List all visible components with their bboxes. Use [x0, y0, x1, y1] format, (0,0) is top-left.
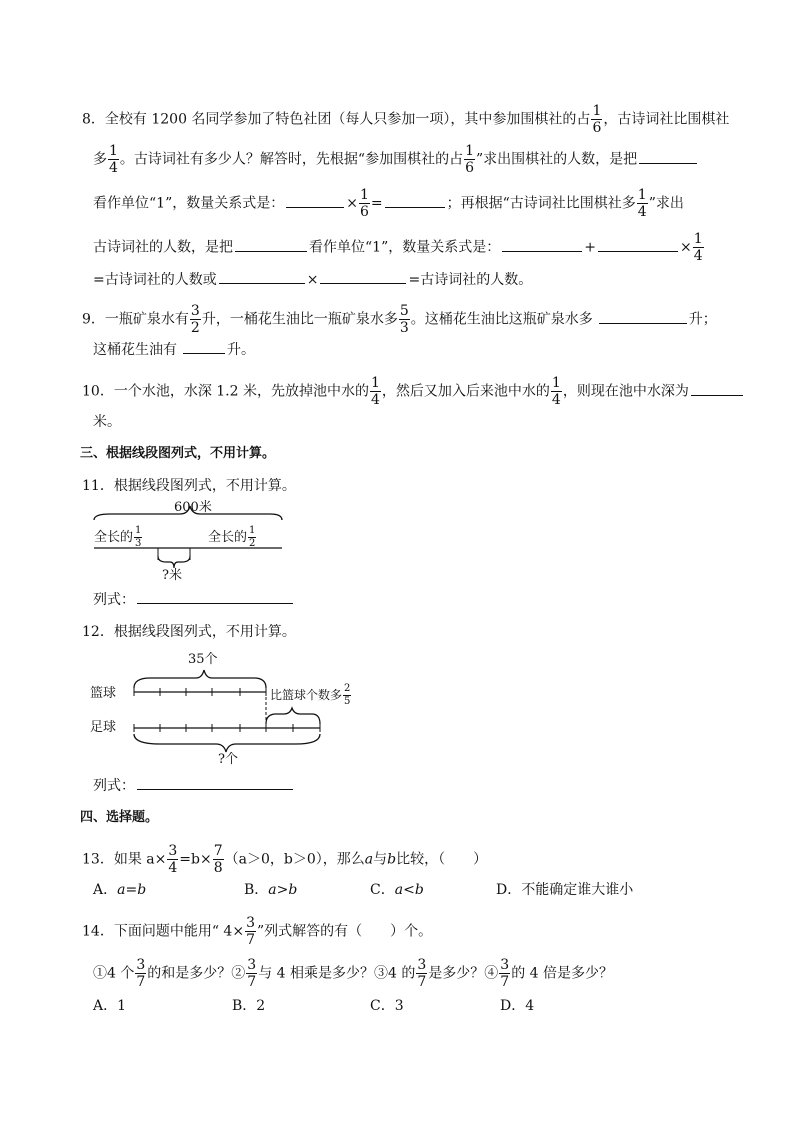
option-text: b [414, 882, 424, 898]
section-heading: 三、根据线段图列式，不用计算。 [80, 446, 276, 461]
denominator: 7 [500, 974, 510, 990]
q11-right-label [208, 526, 257, 549]
fraction [359, 188, 370, 219]
option-letter: A． [93, 882, 118, 898]
q8-text: + [584, 239, 596, 256]
answer-blank[interactable] [137, 788, 293, 790]
q8-text: 古诗词社的人数，是把 [93, 239, 233, 256]
q14-option-d[interactable]: D．4 [500, 998, 535, 1014]
right-label-text: 全长的 [208, 530, 248, 545]
q8-text: ”求出 [648, 195, 684, 212]
q13-option-b[interactable] [244, 880, 297, 900]
answer-blank[interactable] [137, 602, 293, 604]
q10-line1 [82, 376, 745, 407]
q14-item-text: 的 4 倍是多少？ [511, 965, 614, 982]
fraction [108, 144, 119, 175]
q8-line3 [93, 188, 684, 219]
fraction [551, 376, 562, 407]
numerator: 1 [109, 143, 118, 159]
q11-title: 11．根据线段图列式，不用计算。 [82, 478, 296, 494]
q8-text: =古诗词社的人数或 [93, 272, 217, 288]
q12-basketball-label: 篮球 [90, 686, 117, 701]
fraction [167, 844, 178, 875]
answer-blank[interactable] [286, 206, 344, 208]
q8-text: 看作单位“1”，数量关系式是： [93, 195, 285, 212]
option-letter: C． [370, 882, 395, 898]
section-heading: 四、选择题。 [80, 810, 159, 825]
fraction [464, 144, 475, 175]
numerator: 3 [247, 957, 257, 973]
q14-item-text: 与 4 相乘是多少？ [258, 965, 375, 982]
numerator: 1 [592, 103, 602, 119]
option-text: = [125, 882, 138, 898]
q9-line2 [93, 340, 255, 360]
answer-blank[interactable] [691, 394, 743, 396]
answer-blank[interactable] [599, 322, 687, 324]
denominator: 7 [417, 974, 427, 990]
q14-item-text: 是多少？ [428, 965, 485, 982]
q14-text: 14．下面问题中能用“ 4× [82, 923, 245, 940]
q10-line2 [93, 412, 121, 432]
fraction [134, 526, 142, 549]
denominator: 4 [637, 204, 647, 220]
q13-option-d[interactable]: D．不能确定谁大谁小 [496, 882, 634, 898]
fraction [245, 916, 256, 947]
q13-text: （a＞0，b＞0），那么 [224, 851, 365, 868]
option-text: a [268, 882, 277, 898]
q13-text: 13．如果 a× [82, 851, 167, 868]
q14-option-a[interactable]: A．1 [93, 998, 127, 1014]
q12-line-diagram [90, 648, 380, 770]
fraction [399, 304, 410, 335]
q12-count-label: 35个 [188, 652, 218, 667]
fraction [135, 958, 146, 989]
answer-label: 列式： [93, 778, 135, 794]
q8-text: × [679, 239, 692, 256]
fraction [416, 958, 427, 989]
numerator: 3 [136, 957, 146, 973]
q14-option-c[interactable]: C．3 [370, 998, 404, 1014]
numerator: 3 [500, 957, 510, 973]
denominator: 3 [135, 538, 142, 549]
q11-line-diagram [90, 500, 286, 584]
q8-text: =古诗词社的人数。 [408, 272, 533, 288]
answer-blank[interactable] [183, 352, 225, 354]
q13-text: 比较，（ ） [396, 851, 488, 868]
numerator: 5 [399, 303, 409, 319]
q12-title: 12．根据线段图列式，不用计算。 [82, 624, 296, 640]
q9-text: 升。 [227, 342, 255, 358]
denominator: 7 [136, 974, 146, 990]
option-text: b [288, 882, 298, 898]
denominator: 2 [190, 320, 200, 336]
q13-text: a [364, 851, 374, 868]
numerator: 1 [249, 525, 256, 536]
fraction [246, 958, 257, 989]
denominator: 4 [693, 248, 703, 264]
q13-option-a[interactable] [93, 880, 146, 900]
q8-line5 [93, 270, 532, 290]
numerator: 1 [135, 525, 142, 536]
option-text: a [394, 882, 404, 898]
answer-blank[interactable] [235, 250, 307, 252]
q14-item-text: ② [231, 965, 246, 982]
more-label-text: 比篮球个数多 [270, 688, 343, 702]
q9-text: 升，一桶花生油比一瓶矿泉水多 [201, 311, 398, 328]
option-text: a [117, 882, 126, 898]
numerator: 3 [190, 303, 200, 319]
fraction [248, 526, 256, 549]
q9-text: 升； [688, 311, 717, 328]
denominator: 3 [399, 320, 409, 336]
answer-blank[interactable] [639, 162, 697, 164]
fraction [499, 958, 510, 989]
q13-stem [82, 844, 487, 875]
q8-line4 [93, 232, 705, 263]
q9-text: 9．一瓶矿泉水有 [82, 311, 189, 328]
q8-text: 看作单位“1”，数量关系式是： [309, 239, 501, 256]
q14-item-text: ①4 个 [93, 965, 135, 982]
denominator: 4 [168, 860, 178, 876]
q10-text: ，则现在池中水深为 [562, 383, 689, 400]
more-brace [266, 708, 320, 724]
numerator: 1 [370, 375, 380, 391]
q8-text: 多 [93, 151, 107, 168]
q8-text: 。古诗词社有多少人？解答时，先根据“参加围棋社的占 [119, 151, 464, 168]
fraction [190, 304, 201, 335]
fraction [693, 232, 704, 263]
denominator: 4 [370, 392, 380, 408]
q13-text: 与 [373, 851, 388, 868]
q11-left-label [94, 526, 143, 549]
denominator: 7 [247, 974, 257, 990]
numerator: 7 [213, 843, 223, 859]
q10-text: ，然后又加入后来池中水的 [381, 383, 550, 400]
left-label-text: 全长的 [94, 530, 134, 545]
numerator: 3 [168, 843, 178, 859]
denominator: 4 [551, 392, 561, 408]
q8-text: ，古诗词社比围棋社 [603, 111, 730, 128]
denominator: 5 [344, 696, 351, 707]
numerator: 3 [246, 915, 255, 931]
fraction [343, 684, 351, 707]
q12-football-label: 足球 [90, 720, 117, 735]
q13-option-c[interactable] [370, 880, 424, 900]
q13-text: =b× [179, 851, 212, 868]
numerator: 3 [417, 957, 427, 973]
q12-question-label: ?个 [218, 752, 238, 767]
option-text: b [137, 882, 147, 898]
q14-text: ”列式解答的有（ ）个。 [256, 923, 433, 940]
denominator: 6 [359, 204, 369, 220]
fraction [637, 188, 648, 219]
q14-stem [82, 916, 432, 947]
q10-text: 米。 [93, 414, 121, 430]
q8-text: × [346, 195, 358, 212]
option-letter: B． [244, 882, 269, 898]
q12-answer-line [93, 776, 295, 796]
numerator: 1 [693, 231, 703, 247]
q14-option-b[interactable]: B．2 [232, 998, 266, 1014]
option-text: < [403, 882, 415, 898]
numerator: 2 [344, 683, 351, 694]
q8-text: = [370, 195, 383, 212]
answer-blank[interactable] [385, 206, 445, 208]
q14-item-text: ③4 的 [374, 965, 416, 982]
fraction [591, 104, 602, 135]
answer-blank[interactable] [598, 250, 678, 252]
denominator: 6 [465, 160, 474, 176]
q14-items [93, 958, 613, 989]
q13-text: b [387, 851, 397, 868]
answer-blank[interactable] [219, 282, 305, 284]
numerator: 1 [359, 187, 369, 203]
q9-text: 这桶花生油有 [93, 342, 177, 358]
numerator: 1 [551, 375, 561, 391]
q8-text: 8．全校有 1200 名同学参加了特色社团（每人只参加一项），其中参加围棋社的占 [82, 111, 591, 128]
q8-text: × [306, 272, 319, 288]
fraction [370, 376, 381, 407]
q14-item-text: ④ [484, 965, 499, 982]
option-text: > [276, 882, 289, 898]
q8-text: ；再根据“古诗词社比围棋社多 [446, 195, 636, 212]
answer-label: 列式： [93, 592, 135, 608]
q11-answer-line [93, 590, 295, 610]
q11-total-label: 600米 [174, 500, 212, 515]
q14-item-text: 的和是多少？ [147, 965, 232, 982]
answer-blank[interactable] [502, 250, 582, 252]
numerator: 1 [637, 187, 647, 203]
denominator: 6 [592, 120, 602, 136]
q8-text: ”求出围棋社的人数，是把 [476, 151, 638, 168]
denominator: 2 [249, 538, 256, 549]
q9-text: 。这桶花生油比这瓶矿泉水多 [410, 311, 593, 328]
denominator: 4 [109, 160, 118, 176]
fraction [213, 844, 224, 875]
denominator: 8 [213, 860, 223, 876]
q10-text: 10．一个水池，水深 1.2 米，先放掉池中水的 [82, 383, 369, 400]
q11-question-label: ?米 [162, 568, 182, 583]
q8-line1 [82, 104, 729, 135]
count-brace [134, 670, 266, 688]
denominator: 7 [246, 932, 255, 948]
q9-line1 [82, 304, 717, 335]
q12-more-label [270, 684, 352, 707]
answer-blank[interactable] [320, 282, 406, 284]
q8-line2 [93, 144, 699, 175]
numerator: 1 [465, 143, 474, 159]
